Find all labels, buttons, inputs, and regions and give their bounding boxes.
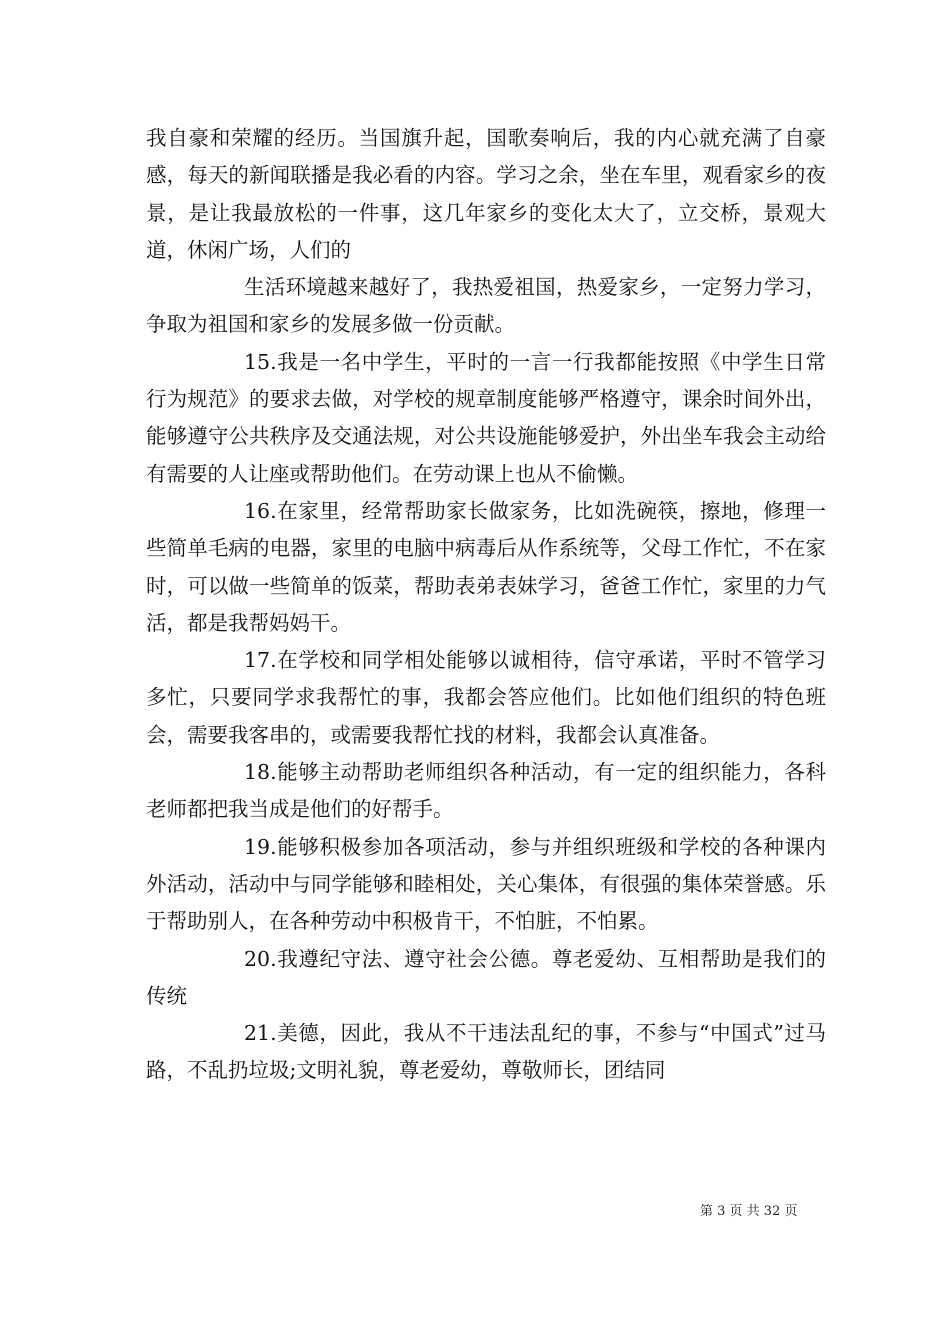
document-body (146, 120, 826, 1090)
paragraph-item-16: 16.在家里，经常帮助家长做家务，比如洗碗筷，擦地，修理一些简单毛病的电器，家里的电脑中病毒后从作系统等，父母工作忙，不在家时，可以做一些简单的饭菜，帮助表弟表妹学习，爸爸工作忙，家里的力气活，都是我帮妈妈干。 (146, 498, 826, 635)
page-number-footer: 第 3 页 共 32 页 (700, 1204, 798, 1219)
paragraph-item-18: 18.能够主动帮助老师组织各种活动，有一定的组织能力，各科老师都把我当成是他们的好帮手。 (146, 760, 826, 822)
paragraph-love-of-country: 生活环境越来越好了，我热爱祖国，热爱家乡，一定努力学习，争取为祖国和家乡的发展多做一份贡献。 (146, 275, 826, 337)
paragraph-continuation: 我自豪和荣耀的经历。当国旗升起，国歌奏响后，我的内心就充满了自豪感，每天的新闻联播是我必看的内容。学习之余，坐在车里，观看家乡的夜景，是让我最放松的一件事，这几年家乡的变化太大了，立交桥，景观大道，休闲广场，人们的 (146, 126, 826, 262)
paragraph-item-15: 15.我是一名中学生，平时的一言一行我都能按照《中学生日常行为规范》的要求去做，对学校的规章制度能够严格遵守，课余时间外出，能够遵守公共秩序及交通法规，对公共设施能够爱护，外出坐车我会主动给有需要的人让座或帮助他们。在劳动课上也从不偷懒。 (146, 349, 826, 486)
paragraph-item-20: 20.我遵纪守法、遵守社会公德。尊老爱幼、互相帮助是我们的传统 (146, 946, 826, 1008)
paragraph-item-19: 19.能够积极参加各项活动，参与并组织班级和学校的各种课内外活动，活动中与同学能够和睦相处，关心集体，有很强的集体荣誉感。乐于帮助别人，在各种劳动中积极肯干，不怕脏，不怕累。 (146, 834, 826, 934)
paragraph-item-21: 21.美德，因此，我从不干违法乱纪的事，不参与“中国式”过马路，不乱扔垃圾;文明礼貌，尊老爱幼，尊敬师长，团结同 (146, 1021, 826, 1083)
paragraph-item-17: 17.在学校和同学相处能够以诚相待，信守承诺，平时不管学习多忙，只要同学求我帮忙的事，我都会答应他们。比如他们组织的特色班会，需要我客串的，或需要我帮忙找的材料，我都会认真准备。 (146, 648, 826, 747)
